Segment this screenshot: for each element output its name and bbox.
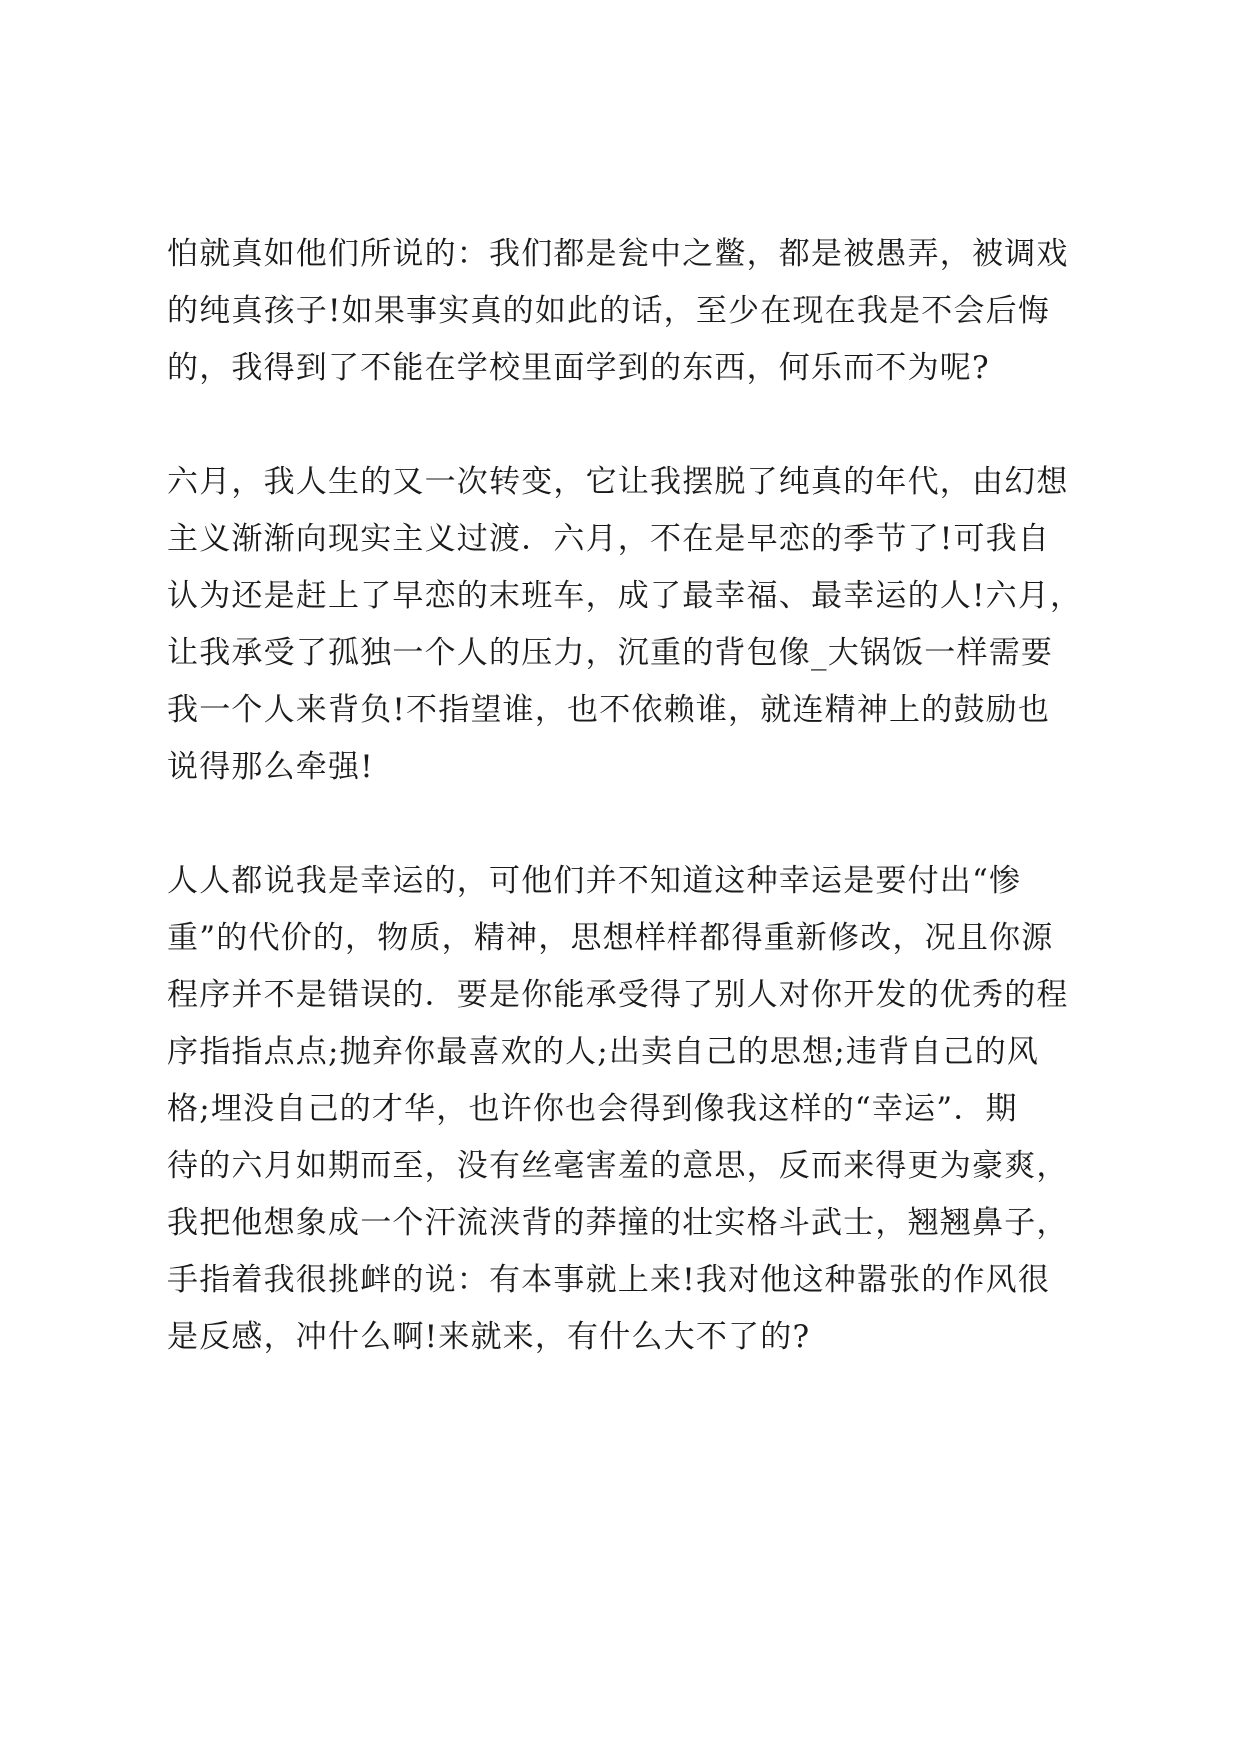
text-line: 怕就真如他们所说的：我们都是瓮中之鳖，都是被愚弄，被调戏 <box>167 236 1069 272</box>
text-line: 序指指点点;抛弃你最喜欢的人;出卖自己的思想;违背自己的风 <box>167 1034 1040 1070</box>
text-line: 程序并不是错误的．要是你能承受得了别人对你开发的优秀的程 <box>167 977 1069 1013</box>
text-line: 重”的代价的，物质，精神，思想样样都得重新修改，况且你源 <box>167 920 1054 956</box>
text-line: 说得那么牵强! <box>167 749 374 785</box>
text-line: 我把他想象成一个汗流浃背的莽撞的壮实格斗武士，翘翘鼻子， <box>167 1205 1069 1241</box>
document-body <box>167 226 1097 1366</box>
text-line: 是反感，冲什么啊!来就来，有什么大不了的? <box>167 1319 811 1355</box>
text-line: 六月，我人生的又一次转变，它让我摆脱了纯真的年代，由幻想 <box>167 464 1069 500</box>
text-line: 认为还是赶上了早恋的末班车，成了最幸福、最幸运的人!六月， <box>167 578 1083 614</box>
text-line: 待的六月如期而至，没有丝毫害羞的意思，反而来得更为豪爽， <box>167 1148 1069 1184</box>
paragraph-1 <box>167 226 1097 397</box>
text-line: 手指着我很挑衅的说：有本事就上来!我对他这种嚣张的作风很 <box>167 1262 1051 1298</box>
text-line: 的，我得到了不能在学校里面学到的东西，何乐而不为呢? <box>167 350 990 386</box>
text-line: 人人都说我是幸运的，可他们并不知道这种幸运是要付出“惨 <box>167 863 1022 899</box>
text-line: 让我承受了孤独一个人的压力，沉重的背包像_大锅饭一样需要 <box>167 635 1054 671</box>
text-line: 我一个人来背负!不指望谁，也不依赖谁，就连精神上的鼓励也 <box>167 692 1051 728</box>
paragraph-3 <box>167 853 1097 1366</box>
paragraph-2 <box>167 454 1097 796</box>
text-line: 主义渐渐向现实主义过渡．六月，不在是早恋的季节了!可我自 <box>167 521 1051 557</box>
text-line: 的纯真孩子!如果事实真的如此的话，至少在现在我是不会后悔 <box>167 293 1051 329</box>
text-line: 格;埋没自己的才华，也许你也会得到像我这样的“幸运”．期 <box>167 1091 1018 1127</box>
